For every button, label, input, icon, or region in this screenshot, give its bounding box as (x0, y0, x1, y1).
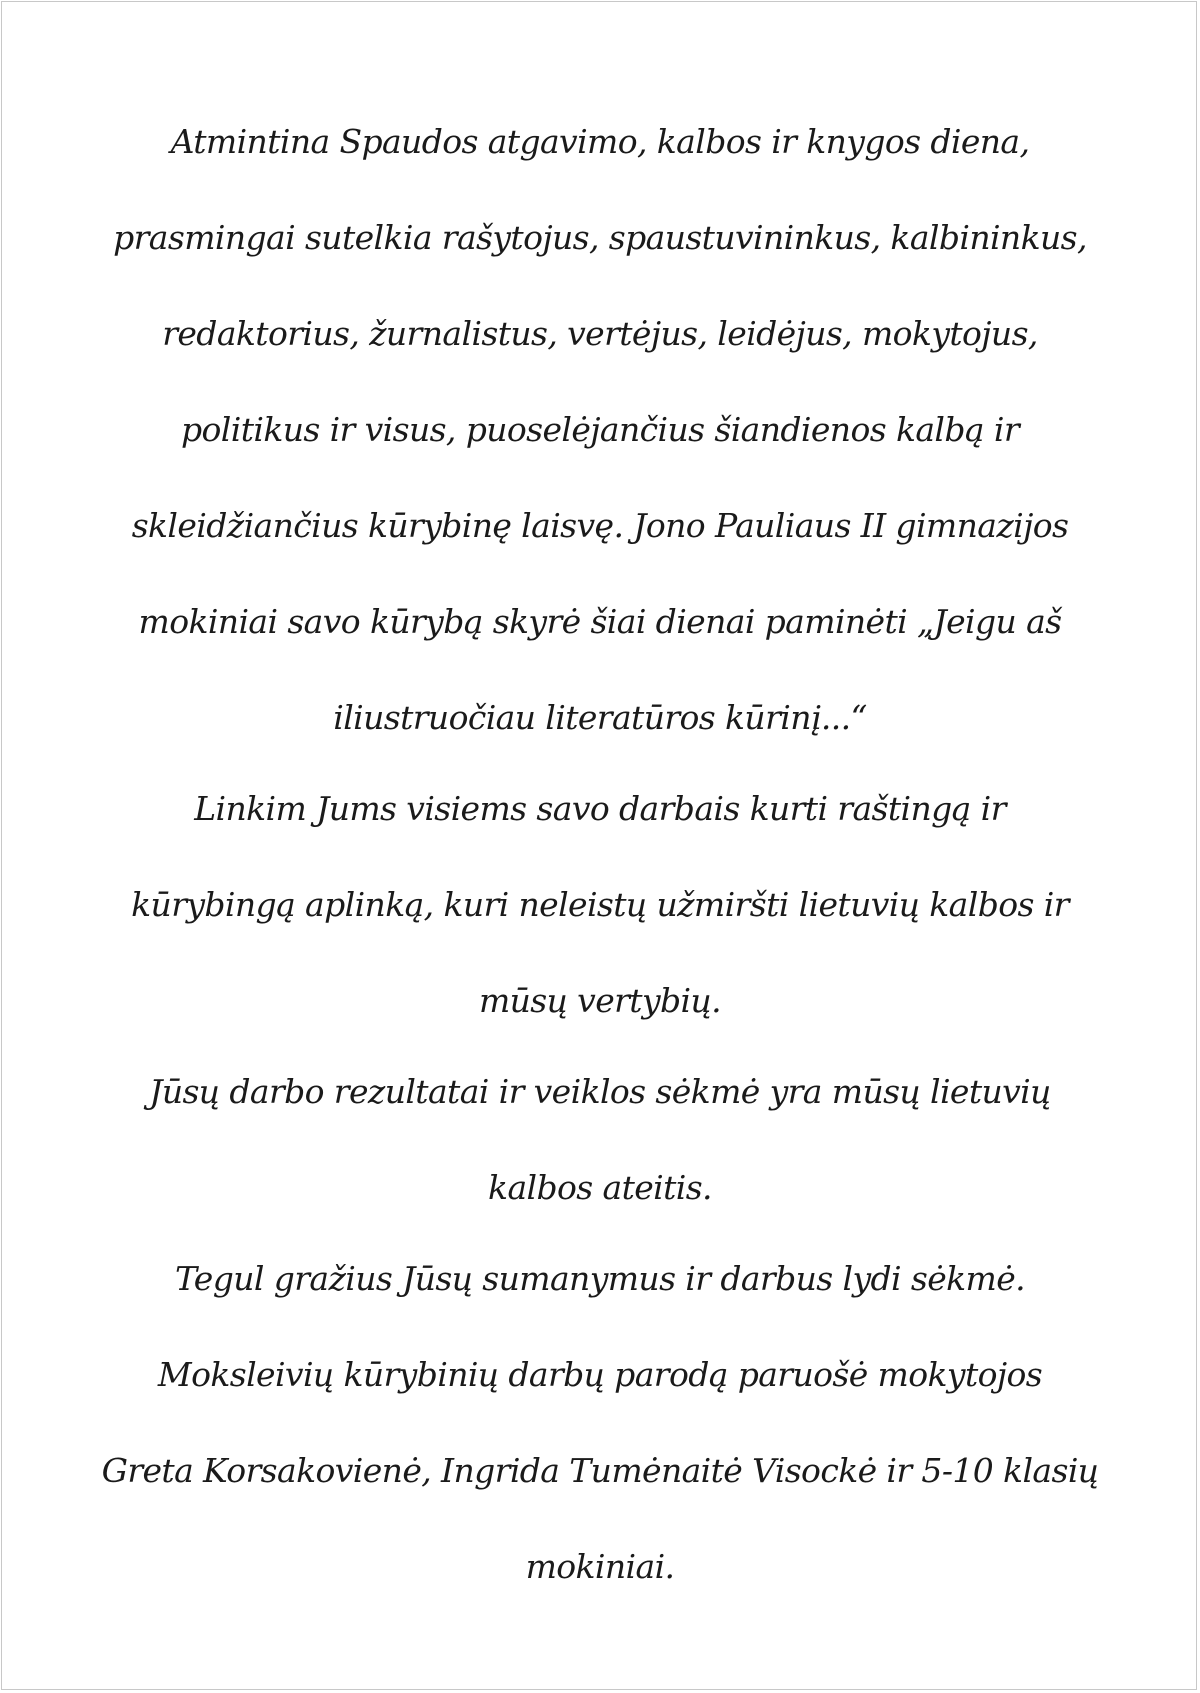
text-line: Linkim Jums visiems savo darbais kurti raštingą ir (194, 789, 1006, 828)
text-line: iliustruočiau literatūros kūrinį...“ (333, 698, 867, 737)
text-line: politikus ir visus, puoselėjančius šiandienos kalbą ir (181, 410, 1019, 449)
text-line: Atmintina Spaudos atgavimo, kalbos ir knygos diena, (170, 122, 1030, 161)
text-line: mokiniai. (525, 1547, 675, 1586)
text-line: Jūsų darbo rezultatai ir veiklos sėkmė yra mūsų lietuvių (149, 1072, 1051, 1111)
text-line: skleidžiančius kūrybinę laisvę. Jono Pauliaus II gimnazijos (131, 506, 1069, 545)
text-line: Greta Korsakovienė, Ingrida Tumėnaitė Visockė ir 5-10 klasių (101, 1451, 1099, 1490)
document-text (42, 94, 1158, 1615)
text-line: prasmingai sutelkia rašytojus, spaustuvininkus, kalbininkus, (113, 218, 1087, 257)
document-page (1, 1, 1197, 1690)
text-line: kūrybingą aplinką, kuri neleistų užmiršti lietuvių kalbos ir (131, 885, 1069, 924)
text-line: mūsų vertybių. (478, 981, 722, 1020)
text-line: redaktorius, žurnalistus, vertėjus, leidėjus, mokytojus, (162, 314, 1038, 353)
text-line: Tegul gražius Jūsų sumanymus ir darbus lydi sėkmė. (174, 1259, 1026, 1298)
text-line: Moksleivių kūrybinių darbų parodą paruošė mokytojos (157, 1355, 1043, 1394)
text-line: mokiniai savo kūrybą skyrė šiai dienai paminėti „Jeigu aš (138, 602, 1062, 641)
text-line: kalbos ateitis. (488, 1168, 712, 1207)
